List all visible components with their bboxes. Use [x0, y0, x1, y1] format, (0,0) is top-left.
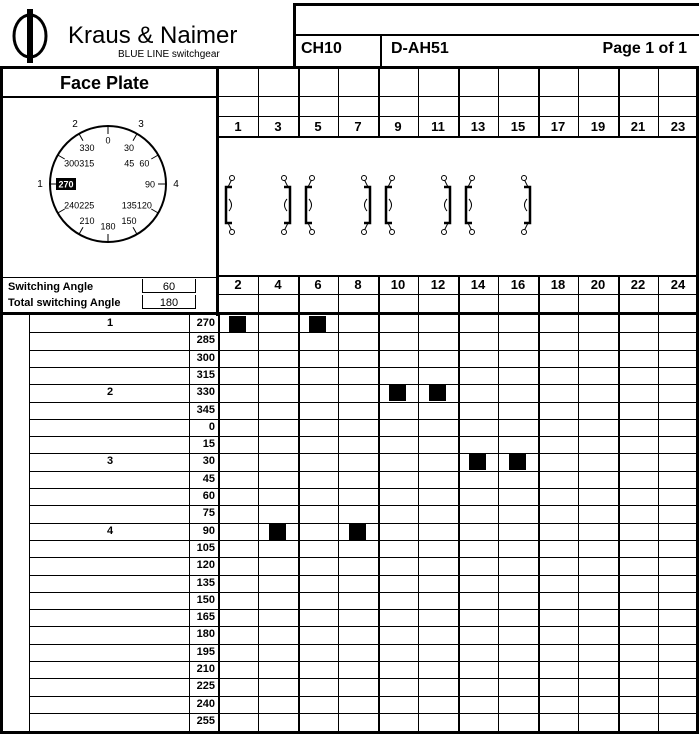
header-divider	[380, 34, 382, 67]
contact-number-bottom: 6	[314, 277, 322, 292]
matrix-row-line	[30, 350, 698, 351]
contact-number-line	[218, 136, 698, 138]
matrix-row-line	[30, 402, 698, 403]
total-switching-angle-value: 180	[159, 297, 179, 309]
matrix-row-line	[30, 626, 698, 627]
contact-column-line	[498, 315, 499, 731]
contact-number-bottom: 8	[354, 277, 362, 292]
dial-angle-label: 180	[100, 221, 116, 232]
contact-symbol	[282, 176, 291, 235]
contact-symbol	[362, 176, 371, 235]
contact-number-top: 15	[510, 119, 526, 134]
contact-number-top: 17	[550, 119, 566, 134]
contact-header-line	[218, 116, 698, 117]
matrix-row-line	[30, 609, 698, 610]
matrix-row-line	[30, 713, 698, 714]
contact-column-line	[578, 66, 579, 116]
angle-label: 165	[196, 611, 215, 624]
matrix-position-column-line	[29, 315, 30, 731]
angle-label: 15	[202, 438, 215, 451]
matrix-row-line	[30, 644, 698, 645]
dial-angle-label: 150	[121, 215, 137, 226]
contact-number-top: 7	[354, 119, 362, 134]
contact-column-line	[538, 315, 540, 731]
contact-column-line	[338, 315, 339, 731]
matrix-row-line	[30, 592, 698, 593]
dial-position-label: 1	[37, 179, 43, 190]
brand-name: Kraus & Naimer	[68, 22, 238, 49]
angle-label: 45	[202, 472, 215, 485]
switching-top-line	[0, 277, 218, 278]
contact-number-top: 23	[670, 119, 686, 134]
contact-column-line	[658, 315, 659, 731]
contact-number-bottom: 20	[590, 277, 606, 292]
matrix-top-border	[0, 312, 699, 315]
page-indicator: Page 1 of 1	[602, 40, 687, 57]
header-bottom-border	[0, 66, 699, 69]
contact-column-line	[658, 66, 659, 116]
dial-angle-label: 135	[121, 200, 137, 211]
contact-column-line	[538, 66, 540, 116]
header-mid-line	[293, 34, 699, 36]
matrix-row-line	[30, 557, 698, 558]
matrix-row-line	[30, 488, 698, 489]
closed-contact-mark	[269, 524, 286, 540]
series-code: CH10	[301, 40, 342, 57]
closed-contact-mark	[429, 385, 446, 401]
angle-label: 285	[196, 334, 215, 347]
contact-column-line	[578, 315, 579, 731]
contact-number-bottom: 12	[430, 277, 446, 292]
dial-angle-label: 270	[58, 179, 74, 190]
contact-column-line	[498, 66, 499, 116]
dial-tick	[79, 134, 83, 141]
contact-number-top: 3	[274, 119, 282, 134]
dial-position-label: 3	[138, 119, 144, 130]
contact-column-line	[378, 66, 380, 116]
contact-number-bottom: 18	[550, 277, 566, 292]
dial-angle-label: 90	[144, 179, 156, 190]
contact-symbol	[466, 176, 475, 235]
dial-tick	[151, 209, 158, 213]
faceplate-title-line	[0, 96, 218, 98]
matrix-row-line	[30, 332, 698, 333]
angle-label: 105	[196, 541, 215, 554]
contact-symbols	[218, 137, 698, 277]
contact-number-bottom: 22	[630, 277, 646, 292]
position-label: 2	[106, 386, 114, 399]
angle-label: 225	[196, 680, 215, 693]
contact-column-line	[258, 315, 259, 731]
angle-label: 270	[196, 317, 215, 329]
dial-angle-label: 0	[105, 135, 111, 146]
position-label: 3	[106, 455, 114, 468]
angle-label: 0	[208, 420, 215, 433]
dial-angle-label: 30	[123, 143, 135, 154]
contact-number-top: 11	[431, 119, 445, 134]
angle-label: 150	[196, 593, 215, 606]
contact-number-bottom: 14	[470, 277, 486, 292]
contact-symbol	[306, 176, 315, 235]
dial-angle-label: 120	[136, 200, 152, 211]
matrix-row-line	[30, 678, 698, 679]
angle-label: 75	[202, 507, 215, 520]
position-label: 1	[106, 317, 114, 329]
sheet-left-border	[0, 66, 3, 734]
contact-column-line	[458, 315, 460, 731]
face-plate-title: Face Plate	[60, 73, 150, 93]
switching-angle-value: 60	[162, 281, 176, 293]
angle-label: 90	[202, 524, 215, 537]
contact-column-line	[258, 66, 259, 116]
dial-angle-label: 330	[79, 143, 95, 154]
angle-label: 30	[202, 455, 215, 468]
dial-angle-label: 60	[139, 158, 150, 169]
contact-column-line	[618, 315, 620, 731]
angle-label: 60	[202, 490, 215, 502]
dial-tick	[79, 227, 83, 234]
angle-label: 180	[196, 628, 215, 641]
contact-column-line	[458, 66, 460, 116]
brand-tagline: BLUE LINE switchgear	[118, 49, 220, 60]
angle-label: 195	[196, 645, 215, 658]
contact-number-bottom: 10	[390, 277, 406, 292]
matrix-row-line	[30, 384, 698, 385]
contact-column-line	[338, 66, 339, 116]
matrix-row-line	[30, 505, 698, 506]
contact-number-top: 21	[630, 119, 646, 134]
closed-contact-mark	[309, 316, 326, 332]
matrix-row-line	[30, 367, 698, 368]
matrix-row-line	[30, 696, 698, 697]
contact-symbol	[522, 176, 531, 235]
contact-number-line	[218, 294, 698, 295]
contact-column-line	[298, 66, 300, 116]
angle-label: 255	[196, 714, 215, 727]
closed-contact-mark	[469, 454, 486, 470]
matrix-row-line	[30, 419, 698, 420]
closed-contact-mark	[509, 454, 526, 470]
angle-label: 120	[196, 559, 215, 572]
contact-number-bottom: 2	[234, 277, 242, 292]
dial-position-label: 2	[72, 119, 78, 130]
dial-angle-label: 315	[79, 158, 95, 169]
dial-angle-label: 225	[79, 200, 95, 211]
program-code: D-AH51	[391, 40, 449, 57]
matrix-row-line	[30, 436, 698, 437]
brand-logo-icon	[8, 6, 68, 66]
contact-column-line	[218, 315, 220, 731]
angle-label: 240	[196, 697, 215, 710]
dial-angle-label: 210	[79, 215, 95, 226]
contact-number-top: 19	[590, 119, 606, 134]
contact-column-line	[298, 315, 300, 731]
position-label: 4	[106, 524, 114, 537]
matrix-row-line	[30, 575, 698, 576]
contact-number-top: 9	[394, 119, 402, 134]
matrix-angle-column-line	[189, 315, 190, 731]
contact-symbol	[226, 176, 235, 235]
contact-number-bottom: 16	[510, 277, 526, 292]
contact-number-bottom: 4	[274, 277, 282, 292]
contact-header-line	[218, 96, 698, 97]
matrix-row-line	[30, 540, 698, 541]
angle-label: 300	[196, 351, 215, 364]
angle-label: 135	[196, 576, 215, 589]
contact-number-bottom: 24	[670, 277, 686, 292]
dial-tick	[133, 134, 137, 141]
dial-angle-label: 300	[64, 158, 80, 169]
contact-symbol	[386, 176, 395, 235]
dial-tick	[133, 227, 137, 234]
angle-label: 330	[196, 386, 215, 399]
dial-angle-label: 240	[64, 200, 80, 211]
header-top-border	[293, 3, 699, 6]
contact-number-top: 1	[234, 119, 242, 134]
dial-tick	[151, 155, 158, 159]
closed-contact-mark	[349, 524, 366, 540]
matrix-row-line	[30, 453, 698, 454]
face-plate-dial	[0, 112, 218, 272]
contact-column-line	[378, 315, 380, 731]
matrix-row-line	[30, 471, 698, 472]
angle-label: 345	[196, 403, 215, 416]
total-switching-angle-label: Total switching Angle	[8, 297, 121, 309]
contact-column-line	[418, 66, 419, 116]
switching-angle-label: Switching Angle	[8, 281, 94, 293]
closed-contact-mark	[389, 385, 406, 401]
dial-angle-label: 45	[124, 158, 135, 169]
angle-label: 315	[196, 368, 215, 381]
contact-number-top: 5	[314, 119, 322, 134]
contact-number-top: 13	[470, 119, 486, 134]
angle-label: 210	[196, 663, 215, 675]
matrix-row-line	[30, 661, 698, 662]
contact-column-line	[418, 315, 419, 731]
contact-symbol	[442, 176, 451, 235]
dial-position-label: 4	[173, 179, 179, 190]
contact-column-line	[618, 66, 620, 116]
closed-contact-mark	[229, 316, 246, 332]
